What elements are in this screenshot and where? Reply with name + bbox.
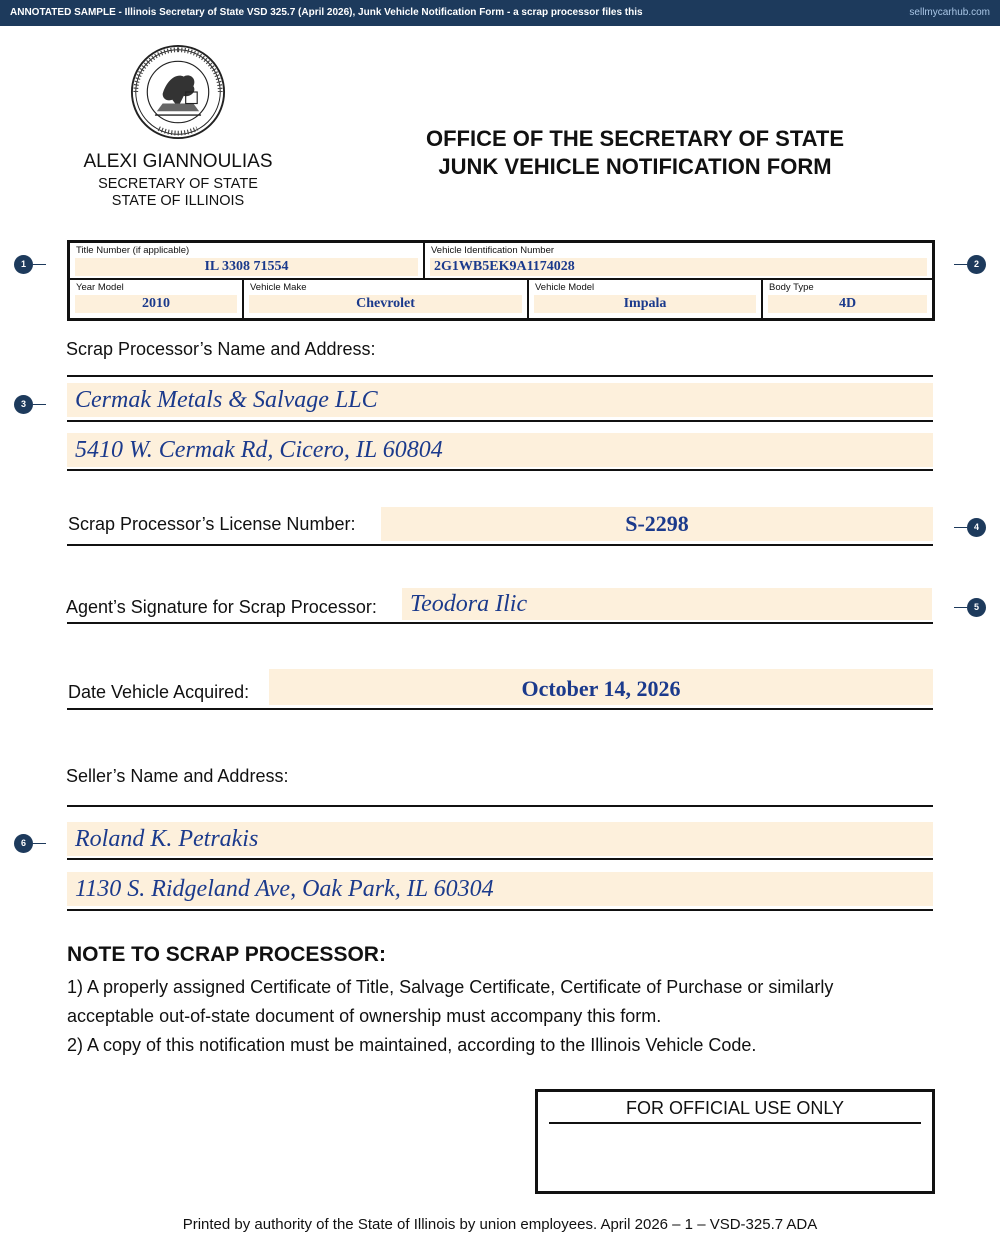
vehicle-info-grid	[67, 240, 935, 321]
note-line-1: 1) A properly assigned Certificate of Title, Salvage Certificate, Certificate of Purchase or similarly	[67, 977, 834, 997]
title-number-cell	[70, 243, 425, 280]
annotation-marker-1[interactable]: 1	[14, 255, 33, 274]
processor-name-address-label: Scrap Processor’s Name and Address:	[66, 339, 376, 359]
office-line-2: STATE OF ILLINOIS	[111, 193, 245, 209]
rule	[67, 708, 933, 710]
model-cell	[529, 280, 763, 318]
vin-cell	[425, 243, 932, 280]
note-line-3: 2) A copy of this notification must be maintained, according to the Illinois Vehicle Code.	[67, 1035, 757, 1055]
title-number-field[interactable]: IL 3308 71554	[75, 258, 418, 276]
model-label: Vehicle Model	[535, 282, 595, 293]
rule	[67, 469, 933, 471]
license-number-label: Scrap Processor’s License Number:	[68, 514, 356, 534]
rule	[67, 805, 933, 807]
rule	[67, 622, 933, 624]
processor-address-field[interactable]: 5410 W. Cermak Rd, Cicero, IL 60804	[67, 433, 933, 467]
form-title-line-2: JUNK VEHICLE NOTIFICATION FORM	[438, 154, 832, 179]
annotation-banner	[0, 0, 1000, 26]
note-line-2: acceptable out-of-state document of ownership must accompany this form.	[67, 1006, 662, 1026]
body-cell	[763, 280, 932, 318]
rule	[67, 858, 933, 860]
model-field[interactable]: Impala	[534, 295, 756, 313]
seller-name-address-label: Seller’s Name and Address:	[66, 766, 289, 786]
annotation-marker-2[interactable]: 2	[967, 255, 986, 274]
seller-name-field[interactable]: Roland K. Petrakis	[67, 822, 933, 856]
vin-label: Vehicle Identification Number	[431, 245, 555, 256]
office-line-1: SECRETARY OF STATE	[98, 176, 258, 192]
make-field[interactable]: Chevrolet	[249, 295, 522, 313]
year-label: Year Model	[76, 282, 124, 293]
marker-leader	[33, 264, 46, 265]
agent-signature-label: Agent’s Signature for Scrap Processor:	[66, 597, 377, 617]
date-acquired-field[interactable]: October 14, 2026	[269, 669, 933, 705]
annotation-marker-3[interactable]: 3	[14, 395, 33, 414]
secretary-name: ALEXI GIANNOULIAS	[83, 151, 273, 172]
title-number-label: Title Number (if applicable)	[76, 245, 190, 256]
rule	[67, 909, 933, 911]
marker-leader	[954, 527, 967, 528]
annotation-marker-5[interactable]: 5	[967, 598, 986, 617]
official-use-box	[535, 1089, 935, 1194]
license-number-field[interactable]: S-2298	[381, 507, 933, 541]
year-cell	[70, 280, 244, 318]
banner-text: ANNOTATED SAMPLE - Illinois Secretary of State VSD 325.7 (April 2026), Junk Vehicle Notification Form - a scrap processor files this	[10, 7, 643, 18]
make-label: Vehicle Make	[250, 282, 307, 293]
rule	[67, 544, 933, 546]
vin-field[interactable]: 2G1WB5EK9A1174028	[430, 258, 927, 276]
body-field[interactable]: 4D	[768, 295, 927, 313]
year-field[interactable]: 2010	[75, 295, 237, 313]
marker-leader	[33, 843, 46, 844]
date-acquired-label: Date Vehicle Acquired:	[68, 682, 250, 702]
form-title-line-1: OFFICE OF THE SECRETARY OF STATE	[425, 126, 844, 151]
note-heading: NOTE TO SCRAP PROCESSOR:	[67, 943, 386, 966]
processor-name-field[interactable]: Cermak Metals & Salvage LLC	[67, 383, 933, 417]
marker-leader	[954, 264, 967, 265]
marker-leader	[954, 607, 967, 608]
annotation-marker-4[interactable]: 4	[967, 518, 986, 537]
illinois-state-seal-icon	[130, 44, 226, 140]
rule	[67, 375, 933, 377]
agent-signature-field[interactable]: Teodora Ilic	[402, 588, 932, 620]
marker-leader	[33, 404, 46, 405]
seller-address-field[interactable]: 1130 S. Ridgeland Ave, Oak Park, IL 60304	[67, 872, 933, 906]
rule	[67, 420, 933, 422]
footer-text: Printed by authority of the State of Illinois by union employees. April 2026 – 1 – VSD-325.7 ADA	[182, 1216, 818, 1233]
banner-site-link[interactable]: sellmycarhub.com	[909, 7, 990, 18]
official-use-rule	[549, 1122, 921, 1124]
official-use-label: FOR OFFICIAL USE ONLY	[625, 1098, 845, 1118]
make-cell	[244, 280, 529, 318]
annotation-marker-6[interactable]: 6	[14, 834, 33, 853]
body-label: Body Type	[769, 282, 814, 293]
